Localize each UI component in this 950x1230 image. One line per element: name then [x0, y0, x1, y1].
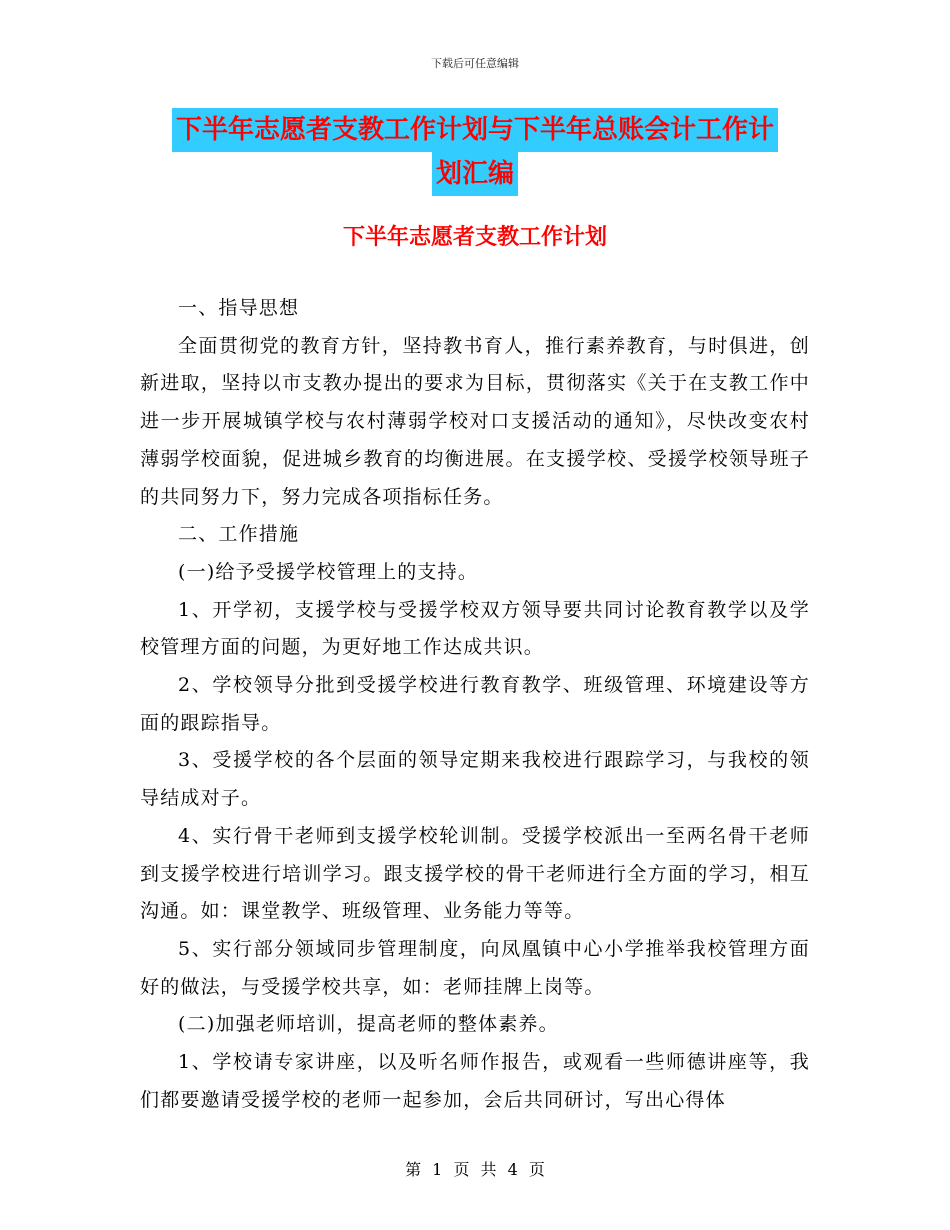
title-line-2: 划汇编: [432, 152, 518, 196]
paragraph: 1、学校请专家讲座，以及听名师作报告，或观看一些师德讲座等，我们都要邀请受援学校的老师一起参加，会后共同研讨，写出心得体: [140, 1051, 810, 1111]
paragraph: 3、受援学校的各个层面的领导定期来我校进行跟踪学习，与我校的领导结成对子。: [140, 749, 810, 810]
paragraph: 全面贯彻党的教育方针，坚持教书育人，推行素养教育，与时俱进，创新进取，坚持以市支教办提出的要求为目标，贯彻落实《关于在支教工作中进一步开展城镇学校与农村薄弱学校对口支援活动的通知》，尽快改变农村薄弱学校面貌，促进城乡教育的均衡进展。在支援学校、受援学校领导班子的共同努力下，努力完成各项指标任务。: [140, 334, 810, 508]
header-note: 下载后可任意编辑: [431, 57, 519, 70]
document-body: [140, 290, 810, 1119]
page-number-footer: 第 1 页 共 4 页: [405, 1160, 545, 1179]
paragraph-subheading-2: (二)加强老师培训，提高老师的整体素养。: [178, 1013, 559, 1036]
paragraph: 2、学校领导分批到受援学校进行教育教学、班级管理、环境建设等方面的跟踪指导。: [140, 674, 810, 734]
paragraph: 4、实行骨干老师到支援学校轮训制。受援学校派出一至两名骨干老师到支援学校进行培训学习。跟支援学校的骨干老师进行全方面的学习，相互沟通。如：课堂教学、班级管理、业务能力等等。: [140, 824, 810, 923]
paragraph: 5、实行部分领域同步管理制度，向凤凰镇中心小学推举我校管理方面好的做法，与受援学校共享，如：老师挂牌上岗等。: [140, 937, 810, 998]
paragraph-subheading-1: (一)给予受援学校管理上的支持。: [178, 560, 479, 583]
paragraph-heading-2: 二、工作措施: [178, 523, 300, 546]
paragraph-heading-1: 一、指导思想: [178, 297, 300, 319]
paragraph: 1、开学初，支援学校与受援学校双方领导要共同讨论教育教学以及学校管理方面的问题，为更好地工作达成共识。: [140, 598, 810, 659]
title-line-1: 下半年志愿者支教工作计划与下半年总账会计工作计: [172, 108, 778, 152]
section-heading: 下半年志愿者支教工作计划: [342, 224, 607, 250]
document-title: [140, 108, 810, 196]
